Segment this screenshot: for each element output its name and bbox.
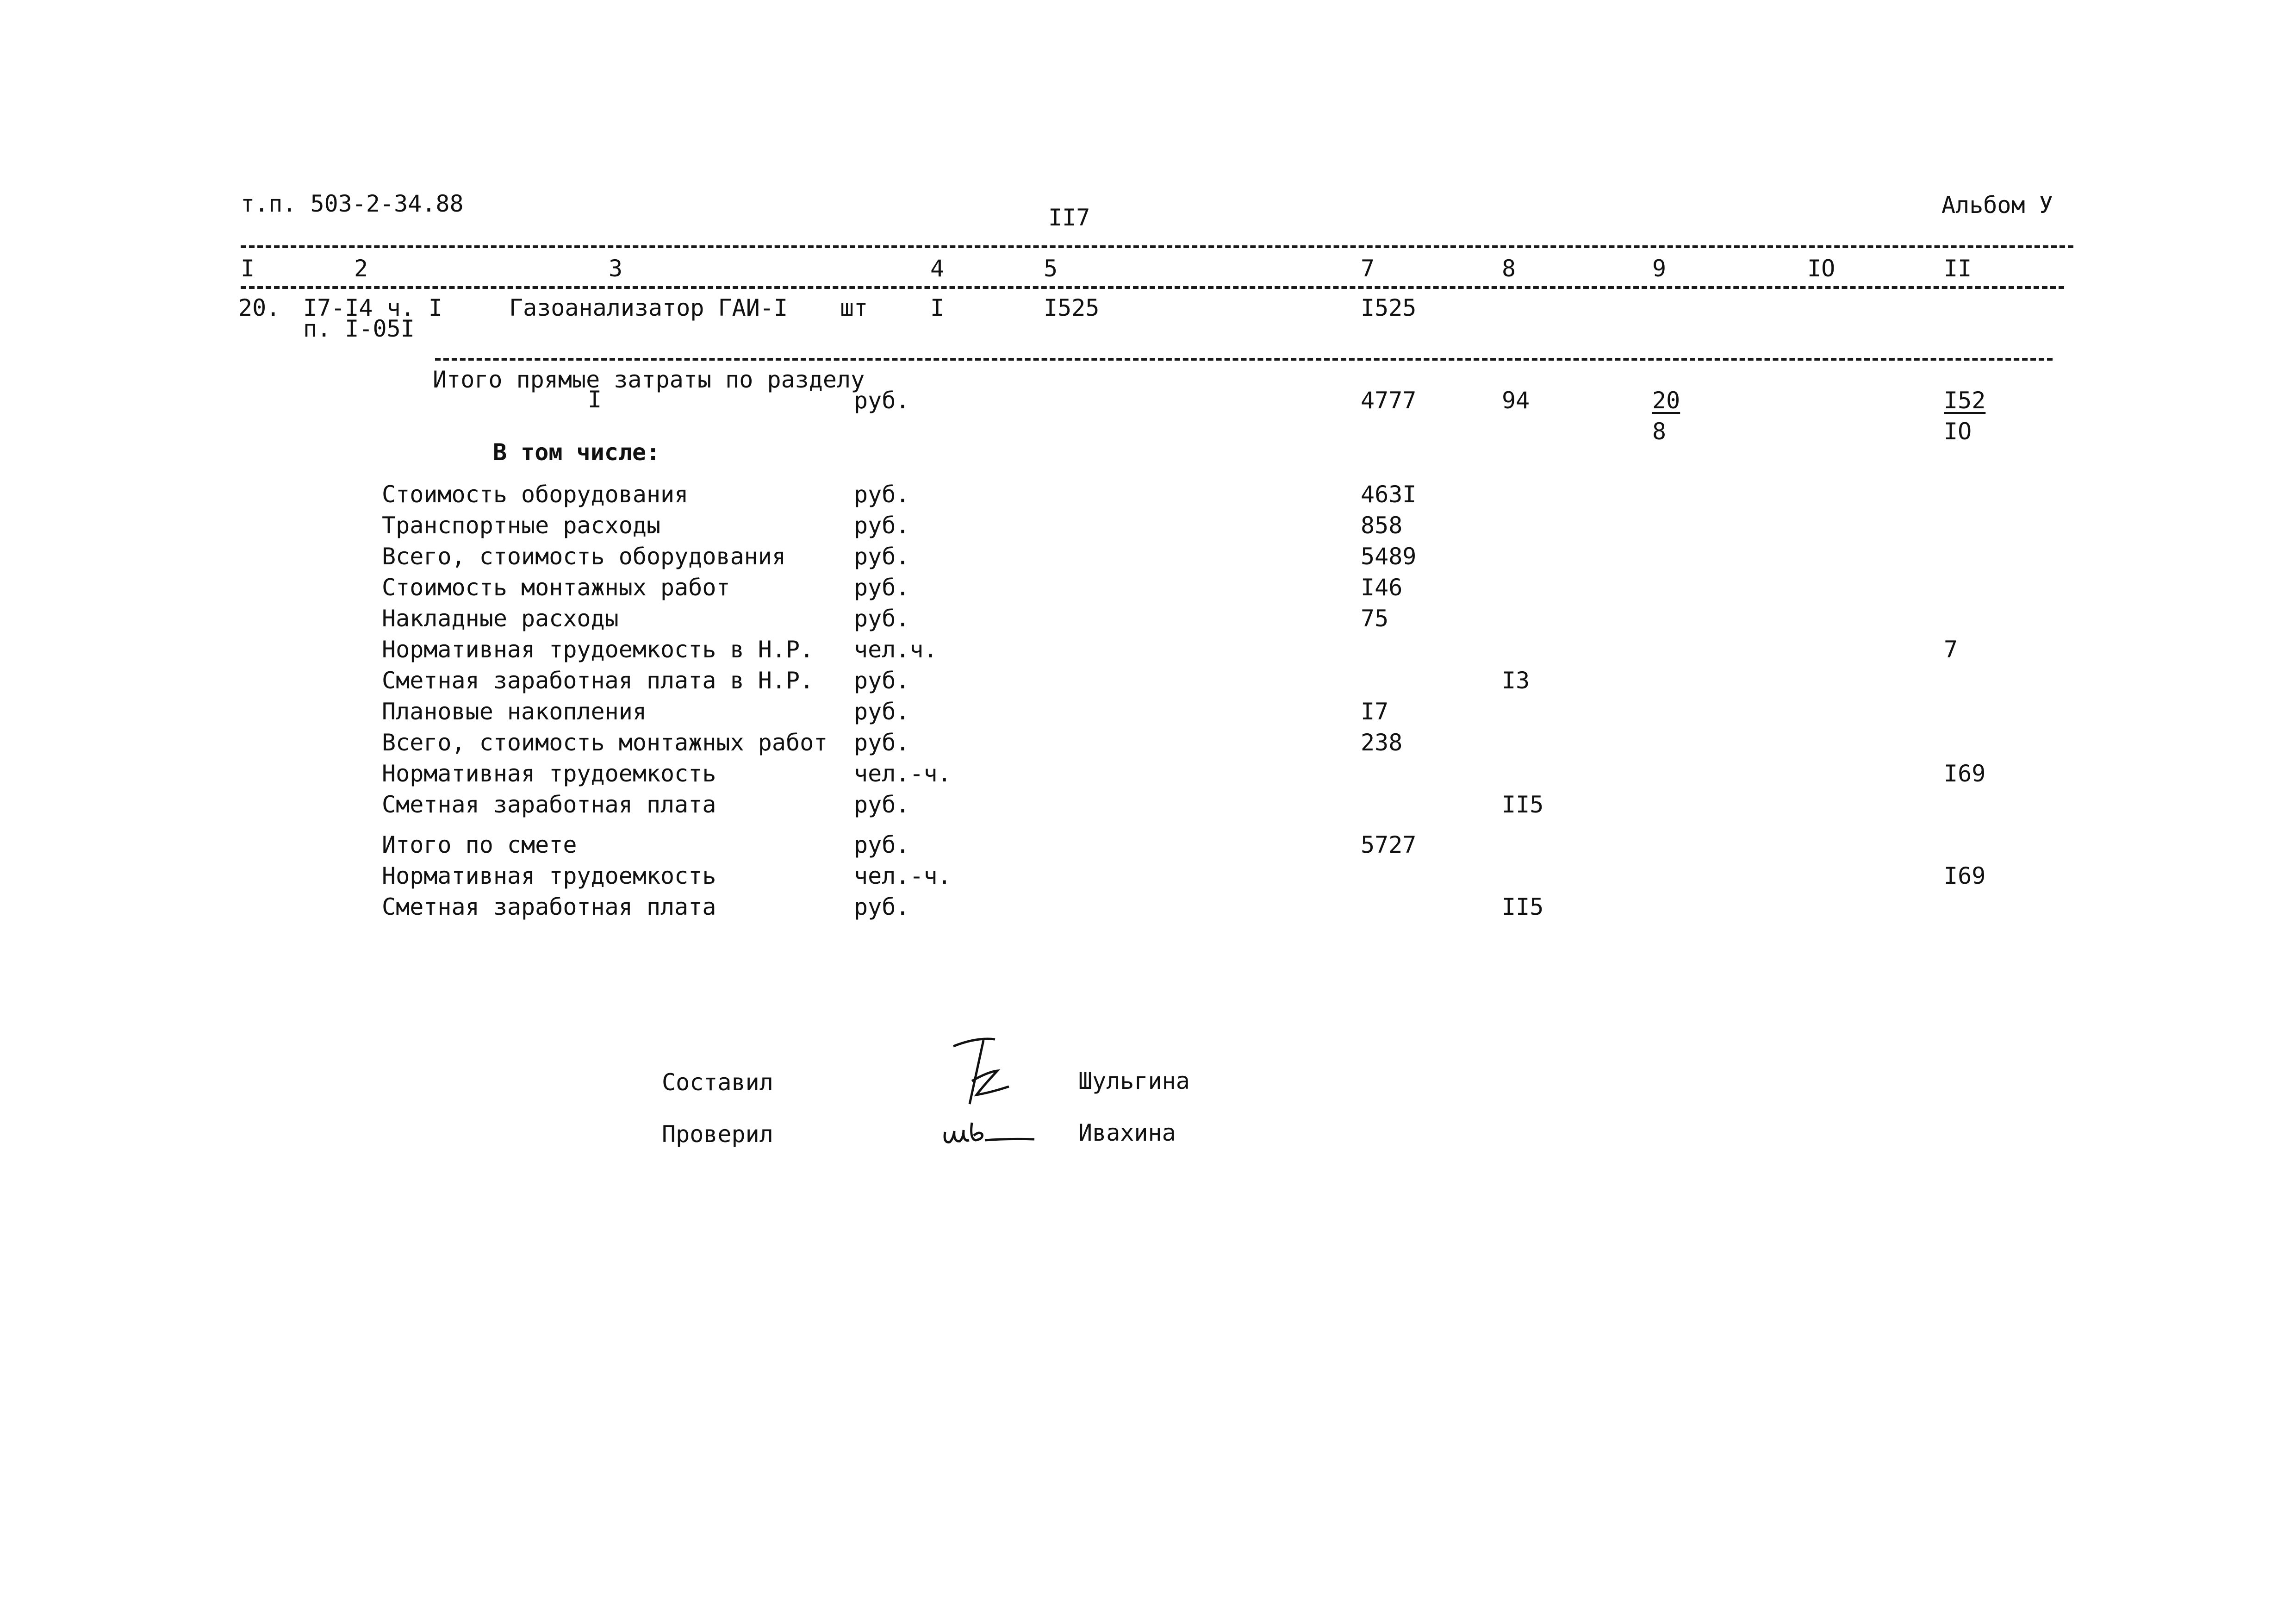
- section-total-unit: руб.: [854, 387, 910, 414]
- section-total-col11-bottom: IO: [1944, 418, 1972, 445]
- row-unit: руб.: [854, 667, 910, 694]
- row-col11: I69: [1944, 760, 1986, 787]
- row-label: Плановые накопления: [382, 698, 647, 725]
- row-unit: чел.-ч.: [854, 862, 952, 889]
- section-total-col9-top: 20: [1652, 387, 1680, 414]
- checked-label: Проверил: [662, 1121, 773, 1148]
- row-col7: 858: [1361, 512, 1403, 539]
- item-code: I7-I4 ч. I: [303, 294, 443, 321]
- section-total-col11-top: I52: [1944, 387, 1986, 414]
- row-label: Всего, стоимость оборудования: [382, 543, 786, 570]
- row-col11: 7: [1944, 636, 1958, 663]
- row-label: Сметная заработная плата в Н.Р.: [382, 667, 814, 694]
- signature-checked-icon: [940, 1113, 1041, 1155]
- row-col11: I69: [1944, 862, 1986, 889]
- row-unit: руб.: [854, 605, 910, 632]
- column-number: 4: [930, 255, 945, 282]
- row-label: Стоимость оборудования: [382, 481, 689, 508]
- row-label: Транспортные расходы: [382, 512, 661, 539]
- row-unit: руб.: [854, 831, 910, 858]
- checked-name: Ивахина: [1078, 1119, 1176, 1146]
- row-col8: II5: [1502, 791, 1544, 818]
- section-total-col9-bottom: 8: [1652, 418, 1667, 445]
- column-number: 7: [1361, 255, 1375, 282]
- row-col7: 75: [1361, 605, 1389, 632]
- row-label: Сметная заработная плата: [382, 791, 716, 818]
- item-price: I525: [1044, 294, 1100, 321]
- row-label: Итого по смете: [382, 831, 577, 858]
- section-divider: [435, 358, 2053, 361]
- row-unit: чел.ч.: [854, 636, 938, 663]
- row-col8: I3: [1502, 667, 1530, 694]
- column-number: 3: [609, 255, 623, 282]
- row-unit: руб.: [854, 543, 910, 570]
- row-label: Всего, стоимость монтажных работ: [382, 729, 828, 756]
- item-total: I525: [1361, 294, 1417, 321]
- column-number: 8: [1502, 255, 1516, 282]
- row-unit: руб.: [854, 512, 910, 539]
- compiled-name: Шульгина: [1078, 1068, 1190, 1094]
- page-number: II7: [1048, 204, 1090, 231]
- header-bottom-rule: [241, 286, 2064, 289]
- row-label: Нормативная трудоемкость в Н.Р.: [382, 636, 814, 663]
- item-name: Газоанализатор ГАИ-I: [509, 294, 788, 321]
- section-total-col8: 94: [1502, 387, 1530, 414]
- item-quantity: I: [930, 294, 945, 321]
- section-total-label-number: I: [588, 386, 602, 413]
- column-number: 9: [1652, 255, 1667, 282]
- item-unit: шт: [840, 294, 868, 321]
- row-unit: руб.: [854, 729, 910, 756]
- column-number: 2: [354, 255, 368, 282]
- row-col7: 238: [1361, 729, 1403, 756]
- including-heading: В том числе:: [493, 439, 660, 466]
- document-reference: т.п. 503-2-34.88: [241, 190, 464, 217]
- row-label: Накладные расходы: [382, 605, 619, 632]
- row-unit: руб.: [854, 791, 910, 818]
- row-col8: II5: [1502, 893, 1544, 920]
- column-number: I: [241, 255, 255, 282]
- row-unit: чел.-ч.: [854, 760, 952, 787]
- signature-compiled-icon: [944, 1035, 1018, 1113]
- row-col7: 5489: [1361, 543, 1417, 570]
- column-number: 5: [1044, 255, 1058, 282]
- row-unit: руб.: [854, 698, 910, 725]
- header-top-rule: [241, 245, 2073, 248]
- row-label: Сметная заработная плата: [382, 893, 716, 920]
- item-number: 20.: [238, 294, 280, 321]
- section-total-label: Итого прямые затраты по разделу: [433, 366, 865, 393]
- album-label: Альбом У: [1941, 192, 2053, 219]
- row-col7: 5727: [1361, 831, 1417, 858]
- row-label: Нормативная трудоемкость: [382, 862, 716, 889]
- row-unit: руб.: [854, 574, 910, 601]
- section-total-col7: 4777: [1361, 387, 1417, 414]
- row-label: Стоимость монтажных работ: [382, 574, 730, 601]
- row-unit: руб.: [854, 893, 910, 920]
- row-unit: руб.: [854, 481, 910, 508]
- row-col7: I7: [1361, 698, 1389, 725]
- compiled-label: Составил: [662, 1069, 773, 1096]
- item-code-reference: п. I-05I: [303, 315, 415, 342]
- row-col7: I46: [1361, 574, 1403, 601]
- column-number: IO: [1807, 255, 1836, 282]
- column-number: II: [1944, 255, 1972, 282]
- row-label: Нормативная трудоемкость: [382, 760, 716, 787]
- row-col7: 463I: [1361, 481, 1417, 508]
